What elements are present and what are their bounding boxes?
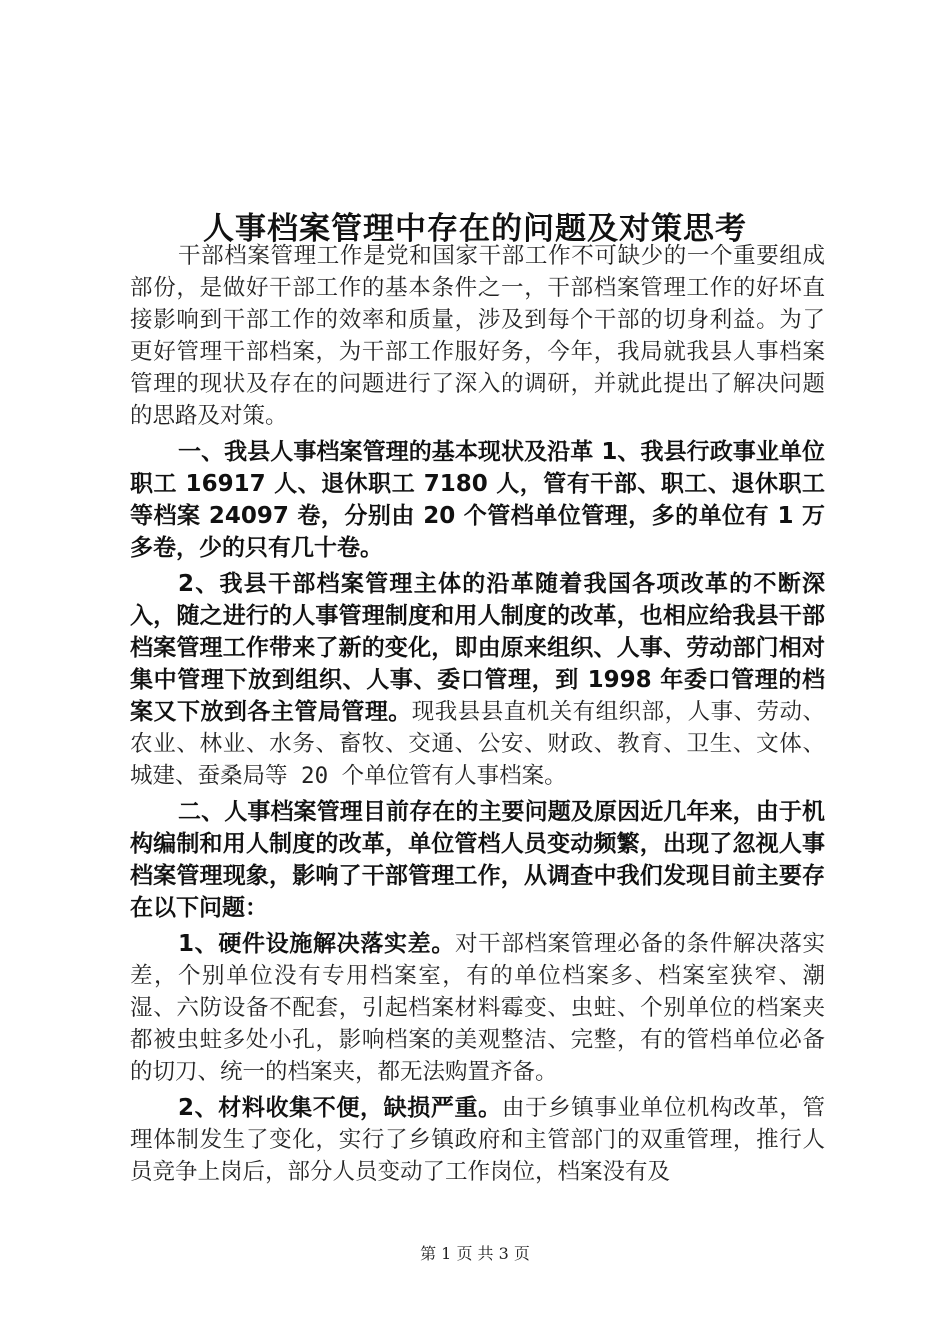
paragraph-problem-2 xyxy=(130,1092,825,1188)
paragraph-problem-2-heading: 2、材料收集不便，缺损严重。 xyxy=(178,1095,502,1121)
paragraph-section-1-2-bold: 2、我县干部档案管理主体的沿革随着我国各项改革的不断深入，随之进行的人事管理制度和用人制度的改革，也相应给我县干部档案管理工作带来了新的变化，即由原来组织、人事、劳动部门相对集中管理下放到组织、人事、委口管理，到 1998 年委口管理的档案又下放到各主管局管理。 xyxy=(130,571,825,725)
paragraph-problem-1-heading: 1、硬件设施解决落实差。 xyxy=(178,931,455,957)
paragraph-section-1: 一、我县人事档案管理的基本现状及沿革 1、我县行政事业单位职工 16917 人、退休职工 7180 人，管有干部、职工、退休职工等档案 24097 卷，分别由 20 个管档单位管理，多的单位有 1 万多卷，少的只有几十卷。 xyxy=(130,439,825,561)
page-footer: 第 1 页 共 3 页 xyxy=(420,1244,530,1263)
paragraph-problem-1 xyxy=(130,928,825,1088)
paragraph-section-1-2-light: 现我县县直机关有组织部，人事、劳动、农业、林业、水务、畜牧、交通、公安、财政、教育、卫生、文体、城建、蚕桑局等 20 个单位管有人事档案。 xyxy=(130,699,825,789)
paragraph-problem-1-text: 对干部档案管理必备的条件解决落实差，个别单位没有专用档案室，有的单位档案多、档案室狭窄、潮湿、六防设备不配套，引起档案材料霉变、虫蛀、个别单位的档案夹都被虫蛀多处小孔，影响档案的美观整洁、完整，有的管档单位必备的切刀、统一的档案夹，都无法购置齐备。 xyxy=(130,931,825,1085)
paragraph-problem-2-text: 由于乡镇事业单位机构改革，管理体制发生了变化，实行了乡镇政府和主管部门的双重管理，推行人员竞争上岗后，部分人员变动了工作岗位，档案没有及 xyxy=(130,1095,825,1185)
document-body xyxy=(130,240,825,1188)
paragraph-intro: 干部档案管理工作是党和国家干部工作不可缺少的一个重要组成部份，是做好干部工作的基本条件之一，干部档案管理工作的好坏直接影响到干部工作的效率和质量，涉及到每个干部的切身利益。为了更好管理干部档案，为干部工作服好务，今年，我局就我县人事档案管理的现状及存在的问题进行了深入的调研，并就此提出了解决问题的思路及对策。 xyxy=(130,243,825,429)
paragraph-section-1-2 xyxy=(130,568,825,792)
document-title: 人事档案管理中存在的问题及对策思考 xyxy=(203,210,747,247)
paragraph-section-2: 二、人事档案管理目前存在的主要问题及原因近几年来，由于机构编制和用人制度的改革，单位管档人员变动频繁，出现了忽视人事档案管理现象，影响了干部管理工作，从调查中我们发现目前主要存在以下问题： xyxy=(130,799,825,921)
